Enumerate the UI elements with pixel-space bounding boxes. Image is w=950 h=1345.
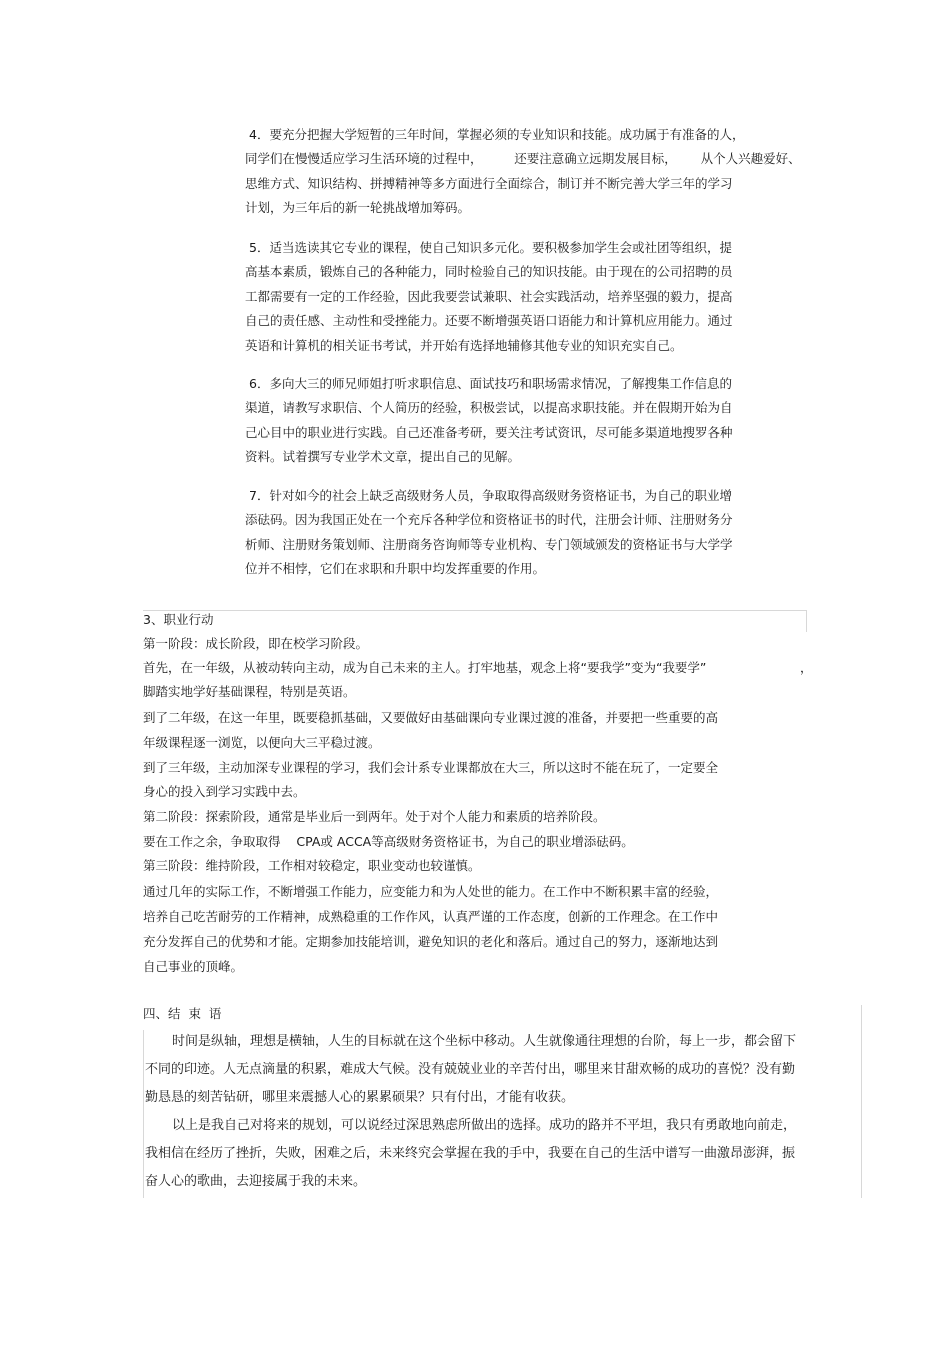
text-line: 自己事业的顶峰。 bbox=[143, 959, 244, 974]
text-line: 我相信在经历了挫折，失败，困难之后，未来终究会掌握在我的手中，我要在自己的生活中谱写一曲激昂澎湃，振 bbox=[145, 1146, 796, 1161]
text-line: 7．针对如今的社会上缺乏高级财务人员，争取取得高级财务资格证书，为自己的职业增 bbox=[249, 488, 732, 503]
section-divider-edge bbox=[806, 610, 807, 632]
text-line: 身心的投入到学习实践中去。 bbox=[143, 784, 306, 799]
text-line: 析师、注册财务策划师、注册商务咨询师等专业机构、专门领域颁发的资格证书与大学学 bbox=[245, 537, 733, 552]
text-line: 时间是纵轴，理想是横轴，人生的目标就在这个坐标中移动。人生就像通往理想的台阶，每上一步，都会留下 bbox=[172, 1034, 797, 1049]
text-line: 高基本素质，锻炼自己的各种能力，同时检验自己的知识技能。由于现在的公司招聘的员 bbox=[245, 264, 733, 279]
text-line: 第三阶段：维持阶段，工作相对较稳定，职业变动也较谨慎。 bbox=[143, 858, 481, 873]
text-line: 要在工作之余，争取取得 CPA或 ACCA等高级财务资格证书，为自己的职业增添砝码。 bbox=[143, 834, 634, 849]
text-line: 到了三年级，主动加深专业课程的学习，我们会计系专业课都放在大三，所以这时不能在玩了，一定要全 bbox=[143, 760, 719, 775]
text-line: 渠道，请教写求职信、个人简历的经验，积极尝试，以提高求职技能。并在假期开始为自 bbox=[245, 400, 733, 415]
text-line: 培养自己吃苦耐劳的工作精神，成熟稳重的工作作风，认真严谨的工作态度，创新的工作理念。在工作中 bbox=[143, 909, 719, 924]
text-line: 英语和计算机的相关证书考试，并开始有选择地辅修其他专业的知识充实自己。 bbox=[245, 338, 683, 353]
text-line: 工都需要有一定的工作经验，因此我要尝试兼职、社会实践活动，培养坚强的毅力，提高 bbox=[245, 289, 733, 304]
text-line: 勤恳恳的刻苦钻研，哪里来震撼人心的累累硕果？只有付出，才能有收获。 bbox=[145, 1090, 575, 1105]
text-line: 位并不相悖，它们在求职和升职中均发挥重要的作用。 bbox=[245, 561, 546, 576]
section-heading: 3、职业行动 bbox=[143, 612, 214, 627]
section-divider bbox=[143, 610, 807, 611]
text-line: 首先，在一年级，从被动转向主动，成为自己未来的主人。打牢地基，观念上将“要我学”变为“我要学” bbox=[143, 660, 707, 675]
text-line: 资料。试着撰写专业学术文章，提出自己的见解。 bbox=[245, 449, 521, 464]
text-line: 添砝码。因为我国正处在一个充斥各种学位和资格证书的时代，注册会计师、注册财务分 bbox=[245, 512, 733, 527]
text-line: 充分发挥自己的优势和才能。定期参加技能培训，避免知识的老化和落后。通过自己的努力，逐渐地达到 bbox=[143, 934, 719, 949]
text-line: 年级课程逐一浏览，以便向大三平稳过渡。 bbox=[143, 735, 381, 750]
text-line: 同学们在慢慢适应学习生活环境的过程中， 还要注意确立远期发展目标， 从个人兴趣爱好、 bbox=[245, 151, 801, 166]
text-line: 第二阶段：探索阶段，通常是毕业后一到两年。处于对个人能力和素质的培养阶段。 bbox=[143, 809, 606, 824]
text-line: 6．多向大三的师兄师姐打听求职信息、面试技巧和职场需求情况，了解搜集工作信息的 bbox=[249, 376, 732, 391]
text-line: 以上是我自己对将来的规划，可以说经过深思熟虑所做出的选择。成功的路并不平坦，我只有勇敢地向前走， bbox=[172, 1118, 797, 1133]
conclusion-border-right bbox=[861, 1005, 862, 1198]
text-line: 计划，为三年后的新一轮挑战增加筹码。 bbox=[245, 200, 471, 215]
trailing-punctuation: ， bbox=[800, 660, 813, 675]
text-line: 奋人心的歌曲，去迎接属于我的未来。 bbox=[145, 1174, 367, 1189]
text-line: 己心目中的职业进行实践。自己还准备考研，要关注考试资讯，尽可能多渠道地搜罗各种 bbox=[245, 425, 733, 440]
text-line: 通过几年的实际工作，不断增强工作能力，应变能力和为人处世的能力。在工作中不断积累丰富的经验， bbox=[143, 884, 719, 899]
conclusion-border-left bbox=[143, 1030, 144, 1198]
text-line: 自己的责任感、主动性和受挫能力。还要不断增强英语口语能力和计算机应用能力。通过 bbox=[245, 313, 733, 328]
text-line: 不同的印迹。人无点滴量的积累，难成大气候。没有兢兢业业的辛苦付出，哪里来甘甜欢畅的成功的喜悦？没有勤 bbox=[145, 1062, 796, 1077]
text-line: 脚踏实地学好基础课程，特别是英语。 bbox=[143, 684, 356, 699]
text-line: 思维方式、知识结构、拼搏精神等多方面进行全面综合，制订并不断完善大学三年的学习 bbox=[245, 176, 733, 191]
text-line: 4．要充分把握大学短暂的三年时间，掌握必须的专业知识和技能。成功属于有准备的人， bbox=[249, 127, 745, 142]
text-line: 到了二年级，在这一年里，既要稳抓基础，又要做好由基础课向专业课过渡的准备，并要把一些重要的高 bbox=[143, 710, 719, 725]
text-line: 第一阶段：成长阶段，即在校学习阶段。 bbox=[143, 636, 369, 651]
text-line: 5．适当选读其它专业的课程，使自己知识多元化。要积极参加学生会或社团等组织，提 bbox=[249, 240, 732, 255]
section-heading: 四、结 束 语 bbox=[143, 1006, 222, 1021]
